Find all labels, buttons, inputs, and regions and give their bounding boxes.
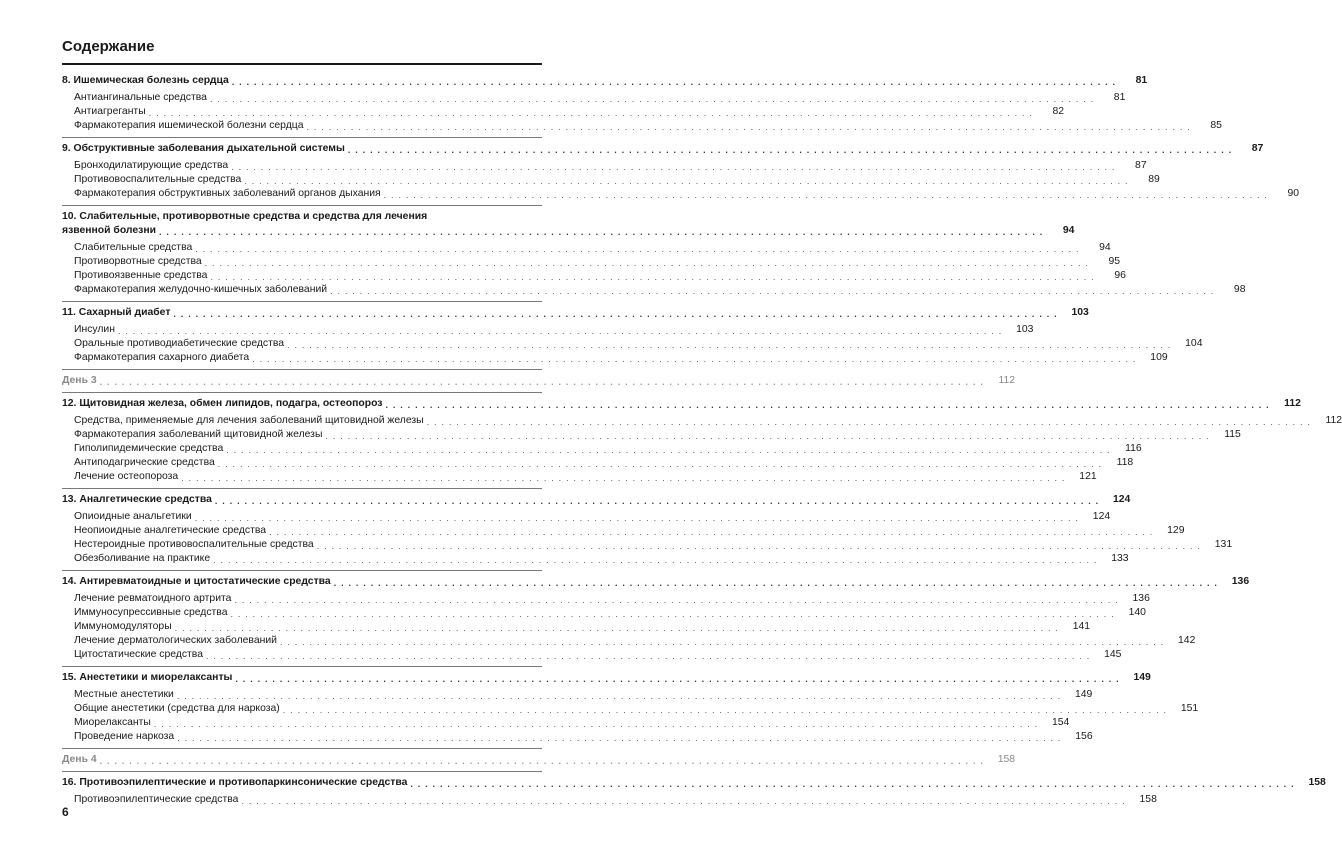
toc-entry-label: Противоэпилептические средства xyxy=(74,794,239,805)
toc-entry[interactable] xyxy=(62,91,1126,105)
toc-entry-label: Гиполипидемические средства xyxy=(74,443,224,454)
dot-leader: . . . . . . . . . . . . . . . . . . . . . . . . . . . . . . . . . . . . . . . . . . . . . . . . . . . . . . . . . . . . . . . . . . . . . . . . . . . . . . . . . . . . . . . . . . . . . . . . . . . . . . . . . . . . . . . . . . . . . . . . xyxy=(231,162,1116,172)
dot-leader: . . . . . . . . . . . . . . . . . . . . . . . . . . . . . . . . . . . . . . . . . . . . . . . . . . . . . . . . . . . . . . . . . . . . . . . . . . . . . . . . . . . . . . . . . . . . . . . . . . . . . . . . . . . . . . . . . . . . . . . . xyxy=(153,719,1039,729)
chapter-heading[interactable] xyxy=(62,776,1326,790)
toc-entry[interactable] xyxy=(62,648,1122,662)
chapter-heading[interactable] xyxy=(62,142,1264,156)
toc-entry-label: Лечение дерматологических заболеваний xyxy=(74,635,277,646)
toc-entry[interactable] xyxy=(62,428,1241,442)
toc-entry-page: 154 xyxy=(1051,717,1070,728)
dot-leader: . . . . . . . . . . . . . . . . . . . . . . . . . . . . . . . . . . . . . . . . . . . . . . . . . . . . . . . . . . . . . . . . . . . . . . . . . . . . . . . . . . . . . . . . . . . . . . . . . . . . . . . . . . . . . . . . . . . . . . . . xyxy=(181,473,1066,483)
chapter-section xyxy=(62,206,1246,302)
toc-entry-label: Иммуносупрессивные средства xyxy=(74,607,228,618)
toc-entry-label: Лечение остеопороза xyxy=(74,471,179,482)
toc-entry[interactable] xyxy=(62,159,1147,173)
chapter-section xyxy=(62,772,1326,811)
day-section xyxy=(62,749,1016,772)
toc-entry-page: 112 xyxy=(1325,415,1342,426)
toc-entry-label: Нестероидные противовоспалительные средства xyxy=(74,539,314,550)
dot-leader: . . . . . . . . . . . . . . . . . . . . . . . . . . . . . . . . . . . . . . . . . . . . . . . . . . . . . . . . . . . . . . . . . . . . . . . . . . . . . . . . . . . . . . . . . . . . . . . . . . . . . . . . . . . . . . . . . . . . . . . . xyxy=(234,595,1119,605)
toc-entry-page: 90 xyxy=(1287,188,1300,199)
chapter-heading-page: 112 xyxy=(1284,398,1301,409)
dot-leader: . . . . . . . . . . . . . . . . . . . . . . . . . . . . . . . . . . . . . . . . . . . . . . . . . . . . . . . . . . . . . . . . . . . . . . . . . . . . . . . . . . . . . . . . . . . . . . . . . . . . . . . . . . . . . . . . . . . . . . . . xyxy=(177,733,1062,743)
toc-entry-page: 136 xyxy=(1132,593,1150,604)
chapter-heading-page: 158 xyxy=(1308,777,1326,788)
chapter-heading-page: 124 xyxy=(1112,494,1131,505)
toc-entry-label: Иммуномодуляторы xyxy=(74,621,172,632)
toc-entry[interactable] xyxy=(62,323,1034,337)
toc-entry[interactable] xyxy=(62,470,1097,484)
chapter-heading-page: 81 xyxy=(1135,75,1148,86)
toc-entry-label: Местные анестетики xyxy=(74,689,174,700)
toc-entry-page: 85 xyxy=(1210,120,1222,131)
toc-entry[interactable] xyxy=(62,119,1222,133)
dot-leader: . . . . . . . . . . . . . . . . . . . . . . . . . . . . . . . . . . . . . . . . . . . . . . . . . . . . . . . . . . . . . . . . . . . . . . . . . . . . . . . . . . . . . . . . . . . . . . . . . . . . . . . . . . . . . . . . . . . . . . . . xyxy=(231,77,1117,87)
dot-leader: . . . . . . . . . . . . . . . . . . . . . . . . . . . . . . . . . . . . . . . . . . . . . . . . . . . . . . . . . . . . . . . . . . . . . . . . . . . . . . . . . . . . . . . . . . . . . . . . . . . . . . . . . . . . . . . . . . . . . . . . xyxy=(410,779,1295,789)
table-of-contents xyxy=(62,70,1342,811)
chapter-heading-label: 16. Противоэпилептические и противопаркинсонические средства xyxy=(62,777,408,788)
toc-entry[interactable] xyxy=(62,688,1093,702)
toc-entry[interactable] xyxy=(62,105,1065,119)
chapter-heading-label: 14. Антиревматоидные и цитостатические средства xyxy=(62,576,331,587)
dot-leader: . . . . . . . . . . . . . . . . . . . . . . . . . . . . . . . . . . . . . . . . . . . . . . . . . . . . . . . . . . . . . . . . . . . . . . . . . . . . . . . . . . . . . . . . . . . . . . . . . . . . . . . . . . . . . . . . . . . . . . . . xyxy=(244,176,1129,186)
chapter-heading-label: 9. Обструктивные заболевания дыхательной системы xyxy=(62,143,345,154)
toc-entry-page: 121 xyxy=(1079,471,1097,482)
dot-leader: . . . . . . . . . . . . . . . . . . . . . . . . . . . . . . . . . . . . . . . . . . . . . . . . . . . . . . . . . . . . . . . . . . . . . . . . . . . . . . . . . . . . . . . . . . . . . . . . . . . . . . . . . . . . . . . . . . . . . . . . xyxy=(241,796,1126,806)
dot-leader: . . . . . . . . . . . . . . . . . . . . . . . . . . . . . . . . . . . . . . . . . . . . . . . . . . . . . . . . . . . . . . . . . . . . . . . . . . . . . . . . . . . . . . . . . . . . . . . . . . . . . . . . . . . . . . . . . . . . . . . . xyxy=(226,445,1111,455)
dot-leader: . . . . . . . . . . . . . . . . . . . . . . . . . . . . . . . . . . . . . . . . . . . . . . . . . . . . . . . . . . . . . . . . . . . . . . . . . . . . . . . . . . . . . . . . . . . . . . . . . . . . . . . . . . . . . . . . . . . . . . . . xyxy=(176,691,1062,701)
toc-entry-label: Фармакотерапия желудочно-кишечных заболеваний xyxy=(74,284,328,295)
toc-entry-page: 82 xyxy=(1052,106,1065,117)
toc-entry-label: Миорелаксанты xyxy=(74,717,151,728)
chapter-heading-label: 11. Сахарный диабет xyxy=(62,307,171,318)
toc-entry[interactable] xyxy=(62,730,1093,744)
dot-leader: . . . . . . . . . . . . . . . . . . . . . . . . . . . . . . . . . . . . . . . . . . . . . . . . . . . . . . . . . . . . . . . . . . . . . . . . . . . . . . . . . . . . . . . . . . . . . . . . . . . . . . . . . . . . . . . . . . . . . . . . xyxy=(333,578,1219,588)
toc-entry-label: Обезболивание на практике xyxy=(74,553,211,564)
day-heading[interactable] xyxy=(62,753,1016,767)
toc-entry-label: Фармакотерапия обструктивных заболеваний органов дыхания xyxy=(74,188,381,199)
toc-entry[interactable] xyxy=(62,442,1142,456)
dot-leader: . . . . . . . . . . . . . . . . . . . . . . . . . . . . . . . . . . . . . . . . . . . . . . . . . . . . . . . . . . . . . . . . . . . . . . . . . . . . . . . . . . . . . . . . . . . . . . . . . . . . . . . . . . . . . . . . . . . . . . . . xyxy=(99,377,985,387)
dot-leader: . . . . . . . . . . . . . . . . . . . . . . . . . . . . . . . . . . . . . . . . . . . . . . . . . . . . . . . . . . . . . . . . . . . . . . . . . . . . . . . . . . . . . . . . . . . . . . . . . . . . . . . . . . . . . . . . . . . . . . . . xyxy=(383,190,1269,200)
day-heading-page: 158 xyxy=(997,754,1016,765)
dot-leader: . . . . . . . . . . . . . . . . . . . . . . . . . . . . . . . . . . . . . . . . . . . . . . . . . . . . . . . . . . . . . . . . . . . . . . . . . . . . . . . . . . . . . . . . . . . . . . . . . . . . . . . . . . . . . . . . . . . . . . . . xyxy=(235,674,1120,684)
toc-entry[interactable] xyxy=(62,241,1111,255)
chapter-section xyxy=(62,70,1222,138)
chapter-heading[interactable] xyxy=(62,74,1148,88)
chapter-heading-label: 8. Ишемическая болезнь сердца xyxy=(62,75,229,86)
chapter-heading-page: 136 xyxy=(1231,576,1250,587)
toc-entry-page: 98 xyxy=(1233,284,1246,295)
dot-leader: . . . . . . . . . . . . . . . . . . . . . . . . . . . . . . . . . . . . . . . . . . . . . . . . . . . . . . . . . . . . . . . . . . . . . . . . . . . . . . . . . . . . . . . . . . . . . . . . . . . . . . . . . . . . . . . . . . . . . . . . xyxy=(252,354,1137,364)
toc-entry[interactable] xyxy=(62,187,1300,201)
toc-entry-page: 87 xyxy=(1135,160,1147,171)
day-heading-page: 112 xyxy=(998,375,1016,386)
toc-entry[interactable] xyxy=(62,716,1070,730)
chapter-heading[interactable] xyxy=(62,575,1250,589)
dot-leader: . . . . . . . . . . . . . . . . . . . . . . . . . . . . . . . . . . . . . . . . . . . . . . . . . . . . . . . . . . . . . . . . . . . . . . . . . . . . . . . . . . . . . . . . . . . . . . . . . . . . . . . . . . . . . . . . . . . . . . . . xyxy=(117,326,1003,336)
toc-entry[interactable] xyxy=(62,538,1233,552)
dot-leader: . . . . . . . . . . . . . . . . . . . . . . . . . . . . . . . . . . . . . . . . . . . . . . . . . . . . . . . . . . . . . . . . . . . . . . . . . . . . . . . . . . . . . . . . . . . . . . . . . . . . . . . . . . . . . . . . . . . . . . . . xyxy=(206,651,1091,661)
dot-leader: . . . . . . . . . . . . . . . . . . . . . . . . . . . . . . . . . . . . . . . . . . . . . . . . . . . . . . . . . . . . . . . . . . . . . . . . . . . . . . . . . . . . . . . . . . . . . . . . . . . . . . . . . . . . . . . . . . . . . . . . xyxy=(230,609,1115,619)
toc-entry-page: 140 xyxy=(1128,607,1146,618)
toc-entry-page: 89 xyxy=(1148,174,1160,185)
dot-leader: . . . . . . . . . . . . . . . . . . . . . . . . . . . . . . . . . . . . . . . . . . . . . . . . . . . . . . . . . . . . . . . . . . . . . . . . . . . . . . . . . . . . . . . . . . . . . . . . . . . . . . . . . . . . . . . . . . . . . . . . xyxy=(213,555,1098,565)
toc-entry[interactable] xyxy=(62,283,1246,297)
day-heading[interactable] xyxy=(62,374,1016,388)
chapter-heading[interactable] xyxy=(62,306,1089,320)
dot-leader: . . . . . . . . . . . . . . . . . . . . . . . . . . . . . . . . . . . . . . . . . . . . . . . . . . . . . . . . . . . . . . . . . . . . . . . . . . . . . . . . . . . . . . . . . . . . . . . . . . . . . . . . . . . . . . . . . . . . . . . . xyxy=(210,272,1095,282)
dot-leader: . . . . . . . . . . . . . . . . . . . . . . . . . . . . . . . . . . . . . . . . . . . . . . . . . . . . . . . . . . . . . . . . . . . . . . . . . . . . . . . . . . . . . . . . . . . . . . . . . . . . . . . . . . . . . . . . . . . . . . . . xyxy=(287,340,1172,350)
toc-entry[interactable] xyxy=(62,634,1196,648)
toc-entry[interactable] xyxy=(62,793,1157,807)
chapter-heading-label: 15. Анестетики и миорелаксанты xyxy=(62,672,233,683)
dot-leader: . . . . . . . . . . . . . . . . . . . . . . . . . . . . . . . . . . . . . . . . . . . . . . . . . . . . . . . . . . . . . . . . . . . . . . . . . . . . . . . . . . . . . . . . . . . . . . . . . . . . . . . . . . . . . . . . . . . . . . . . xyxy=(148,108,1034,118)
toc-entry-page: 156 xyxy=(1075,731,1093,742)
chapter-heading[interactable] xyxy=(62,671,1151,685)
toc-entry-page: 103 xyxy=(1016,324,1034,335)
chapter-heading-page: 103 xyxy=(1071,307,1089,318)
toc-entry-label: Противоязвенные средства xyxy=(74,270,208,281)
chapter-heading-page: 149 xyxy=(1133,672,1151,683)
toc-entry-page: 145 xyxy=(1104,649,1122,660)
toc-entry-label: Фармакотерапия заболеваний щитовидной железы xyxy=(74,429,323,440)
day-section xyxy=(62,370,1016,393)
toc-entry[interactable] xyxy=(62,173,1160,187)
toc-entry-page: 129 xyxy=(1167,525,1185,536)
dot-leader: . . . . . . . . . . . . . . . . . . . . . . . . . . . . . . . . . . . . . . . . . . . . . . . . . . . . . . . . . . . . . . . . . . . . . . . . . . . . . . . . . . . . . . . . . . . . . . . . . . . . . . . . . . . . . . . . . . . . . . . . xyxy=(217,459,1103,469)
chapter-heading[interactable] xyxy=(62,397,1301,411)
dot-leader: . . . . . . . . . . . . . . . . . . . . . . . . . . . . . . . . . . . . . . . . . . . . . . . . . . . . . . . . . . . . . . . . . . . . . . . . . . . . . . . . . . . . . . . . . . . . . . . . . . . . . . . . . . . . . . . . . . . . . . . . xyxy=(282,705,1168,715)
dot-leader: . . . . . . . . . . . . . . . . . . . . . . . . . . . . . . . . . . . . . . . . . . . . . . . . . . . . . . . . . . . . . . . . . . . . . . . . . . . . . . . . . . . . . . . . . . . . . . . . . . . . . . . . . . . . . . . . . . . . . . . . xyxy=(99,756,985,766)
toc-entry-page: 142 xyxy=(1178,635,1196,646)
toc-entry-label: Лечение ревматоидного артрита xyxy=(74,593,232,604)
chapter-section xyxy=(62,489,1233,571)
toc-entry-label: Фармакотерапия сахарного диабета xyxy=(74,352,250,363)
toc-entry-page: 141 xyxy=(1072,621,1091,632)
chapter-section xyxy=(62,302,1203,370)
page-title: Содержание xyxy=(62,38,155,55)
toc-entry-page: 124 xyxy=(1092,511,1111,522)
toc-entry-page: 149 xyxy=(1074,689,1093,700)
toc-entry-label: Противорвотные средства xyxy=(74,256,202,267)
dot-leader: . . . . . . . . . . . . . . . . . . . . . . . . . . . . . . . . . . . . . . . . . . . . . . . . . . . . . . . . . . . . . . . . . . . . . . . . . . . . . . . . . . . . . . . . . . . . . . . . . . . . . . . . . . . . . . . . . . . . . . . . xyxy=(194,513,1080,523)
toc-entry-page: 94 xyxy=(1099,242,1111,253)
chapter-heading-line2-page: 94 xyxy=(1062,225,1075,236)
dot-leader: . . . . . . . . . . . . . . . . . . . . . . . . . . . . . . . . . . . . . . . . . . . . . . . . . . . . . . . . . . . . . . . . . . . . . . . . . . . . . . . . . . . . . . . . . . . . . . . . . . . . . . . . . . . . . . . . . . . . . . . . xyxy=(174,623,1060,633)
chapter-heading-line2[interactable] xyxy=(62,224,1075,238)
toc-entry-label: Слабительные средства xyxy=(74,242,193,253)
toc-entry[interactable] xyxy=(62,269,1126,283)
toc-entry[interactable] xyxy=(62,337,1203,351)
toc-entry-label: Общие анестетики (средства для наркоза) xyxy=(74,703,280,714)
dot-leader: . . . . . . . . . . . . . . . . . . . . . . . . . . . . . . . . . . . . . . . . . . . . . . . . . . . . . . . . . . . . . . . . . . . . . . . . . . . . . . . . . . . . . . . . . . . . . . . . . . . . . . . . . . . . . . . . . . . . . . . . xyxy=(306,122,1191,132)
toc-entry-label: Проведение наркоза xyxy=(74,731,175,742)
chapter-section xyxy=(62,138,1300,206)
toc-entry-page: 115 xyxy=(1224,429,1241,440)
chapter-section xyxy=(62,393,1342,489)
toc-entry-page: 118 xyxy=(1116,457,1134,468)
title-divider xyxy=(62,63,542,65)
chapter-section xyxy=(62,571,1250,667)
dot-leader: . . . . . . . . . . . . . . . . . . . . . . . . . . . . . . . . . . . . . . . . . . . . . . . . . . . . . . . . . . . . . . . . . . . . . . . . . . . . . . . . . . . . . . . . . . . . . . . . . . . . . . . . . . . . . . . . . . . . . . . . xyxy=(330,286,1215,296)
dot-leader: . . . . . . . . . . . . . . . . . . . . . . . . . . . . . . . . . . . . . . . . . . . . . . . . . . . . . . . . . . . . . . . . . . . . . . . . . . . . . . . . . . . . . . . . . . . . . . . . . . . . . . . . . . . . . . . . . . . . . . . . xyxy=(159,227,1044,237)
toc-entry-label: Средства, применяемые для лечения заболеваний щитовидной железы xyxy=(74,415,424,426)
toc-entry-label: Антиангинальные средства xyxy=(74,92,207,103)
toc-entry-label: Цитостатические средства xyxy=(74,649,203,660)
toc-entry-page: 133 xyxy=(1111,553,1129,564)
day-heading-label: День 3 xyxy=(62,375,97,386)
toc-entry[interactable] xyxy=(62,606,1146,620)
toc-entry-page: 151 xyxy=(1180,703,1199,714)
toc-entry-page: 81 xyxy=(1113,92,1126,103)
toc-entry-label: Неопиоидные аналгетические средства xyxy=(74,525,267,536)
chapter-heading[interactable] xyxy=(62,210,1075,238)
toc-entry[interactable] xyxy=(62,456,1134,470)
toc-entry-label: Противовоспалительные средства xyxy=(74,174,242,185)
chapter-heading-line2-label: язвенной болезни xyxy=(62,225,157,236)
dot-leader: . . . . . . . . . . . . . . . . . . . . . . . . . . . . . . . . . . . . . . . . . . . . . . . . . . . . . . . . . . . . . . . . . . . . . . . . . . . . . . . . . . . . . . . . . . . . . . . . . . . . . . . . . . . . . . . . . . . . . . . . xyxy=(385,400,1270,410)
toc-entry-label: Фармакотерапия ишемической болезни сердца xyxy=(74,120,304,131)
dot-leader: . . . . . . . . . . . . . . . . . . . . . . . . . . . . . . . . . . . . . . . . . . . . . . . . . . . . . . . . . . . . . . . . . . . . . . . . . . . . . . . . . . . . . . . . . . . . . . . . . . . . . . . . . . . . . . . . . . . . . . . . xyxy=(209,94,1095,104)
page-number: 6 xyxy=(62,805,69,819)
chapter-heading-label: 13. Аналгетические средства xyxy=(62,494,212,505)
toc-entry-page: 109 xyxy=(1150,352,1168,363)
toc-entry-page: 96 xyxy=(1114,270,1126,281)
toc-entry-label: Опиоидные анальгетики xyxy=(74,511,192,522)
toc-entry-page: 158 xyxy=(1139,794,1157,805)
chapter-heading-page: 87 xyxy=(1251,143,1264,154)
toc-entry[interactable] xyxy=(62,702,1199,716)
toc-entry-label: Оральные противодиабетические средства xyxy=(74,338,285,349)
toc-entry-page: 131 xyxy=(1214,539,1233,550)
toc-entry[interactable] xyxy=(62,592,1150,606)
toc-entry-label: Антиподагрические средства xyxy=(74,457,215,468)
chapter-heading[interactable] xyxy=(62,493,1131,507)
toc-entry[interactable] xyxy=(62,255,1121,269)
toc-entry[interactable] xyxy=(62,524,1185,538)
toc-entry-label: Инсулин xyxy=(74,324,115,335)
dot-leader: . . . . . . . . . . . . . . . . . . . . . . . . . . . . . . . . . . . . . . . . . . . . . . . . . . . . . . . . . . . . . . . . . . . . . . . . . . . . . . . . . . . . . . . . . . . . . . . . . . . . . . . . . . . . . . . . . . . . . . . . xyxy=(325,431,1210,441)
dot-leader: . . . . . . . . . . . . . . . . . . . . . . . . . . . . . . . . . . . . . . . . . . . . . . . . . . . . . . . . . . . . . . . . . . . . . . . . . . . . . . . . . . . . . . . . . . . . . . . . . . . . . . . . . . . . . . . . . . . . . . . . xyxy=(214,496,1100,506)
toc-entry-page: 116 xyxy=(1125,443,1142,454)
toc-entry[interactable] xyxy=(62,552,1129,566)
dot-leader: . . . . . . . . . . . . . . . . . . . . . . . . . . . . . . . . . . . . . . . . . . . . . . . . . . . . . . . . . . . . . . . . . . . . . . . . . . . . . . . . . . . . . . . . . . . . . . . . . . . . . . . . . . . . . . . . . . . . . . . . xyxy=(426,417,1312,427)
chapter-heading-line1: 10. Слабительные, противорвотные средства и средства для лечения xyxy=(62,211,428,222)
chapter-heading-label: 12. Щитовидная железа, обмен липидов, подагра, остеопороз xyxy=(62,398,383,409)
toc-entry[interactable] xyxy=(62,620,1091,634)
dot-leader: . . . . . . . . . . . . . . . . . . . . . . . . . . . . . . . . . . . . . . . . . . . . . . . . . . . . . . . . . . . . . . . . . . . . . . . . . . . . . . . . . . . . . . . . . . . . . . . . . . . . . . . . . . . . . . . . . . . . . . . . xyxy=(316,541,1202,551)
dot-leader: . . . . . . . . . . . . . . . . . . . . . . . . . . . . . . . . . . . . . . . . . . . . . . . . . . . . . . . . . . . . . . . . . . . . . . . . . . . . . . . . . . . . . . . . . . . . . . . . . . . . . . . . . . . . . . . . . . . . . . . . xyxy=(173,309,1058,319)
dot-leader: . . . . . . . . . . . . . . . . . . . . . . . . . . . . . . . . . . . . . . . . . . . . . . . . . . . . . . . . . . . . . . . . . . . . . . . . . . . . . . . . . . . . . . . . . . . . . . . . . . . . . . . . . . . . . . . . . . . . . . . . xyxy=(347,145,1233,155)
toc-entry[interactable] xyxy=(62,351,1168,365)
dot-leader: . . . . . . . . . . . . . . . . . . . . . . . . . . . . . . . . . . . . . . . . . . . . . . . . . . . . . . . . . . . . . . . . . . . . . . . . . . . . . . . . . . . . . . . . . . . . . . . . . . . . . . . . . . . . . . . . . . . . . . . . xyxy=(279,637,1165,647)
toc-entry[interactable] xyxy=(62,414,1342,428)
toc-entry-page: 95 xyxy=(1108,256,1121,267)
dot-leader: . . . . . . . . . . . . . . . . . . . . . . . . . . . . . . . . . . . . . . . . . . . . . . . . . . . . . . . . . . . . . . . . . . . . . . . . . . . . . . . . . . . . . . . . . . . . . . . . . . . . . . . . . . . . . . . . . . . . . . . . xyxy=(204,258,1090,268)
day-heading-label: День 4 xyxy=(62,754,97,765)
toc-entry-label: Антиагреганты xyxy=(74,106,146,117)
dot-leader: . . . . . . . . . . . . . . . . . . . . . . . . . . . . . . . . . . . . . . . . . . . . . . . . . . . . . . . . . . . . . . . . . . . . . . . . . . . . . . . . . . . . . . . . . . . . . . . . . . . . . . . . . . . . . . . . . . . . . . . . xyxy=(269,527,1154,537)
toc-entry-label: Бронходилатирующие средства xyxy=(74,160,229,171)
chapter-section xyxy=(62,667,1199,749)
dot-leader: . . . . . . . . . . . . . . . . . . . . . . . . . . . . . . . . . . . . . . . . . . . . . . . . . . . . . . . . . . . . . . . . . . . . . . . . . . . . . . . . . . . . . . . . . . . . . . . . . . . . . . . . . . . . . . . . . . . . . . . . xyxy=(195,244,1080,254)
toc-entry[interactable] xyxy=(62,510,1111,524)
toc-entry-page: 104 xyxy=(1185,338,1203,349)
